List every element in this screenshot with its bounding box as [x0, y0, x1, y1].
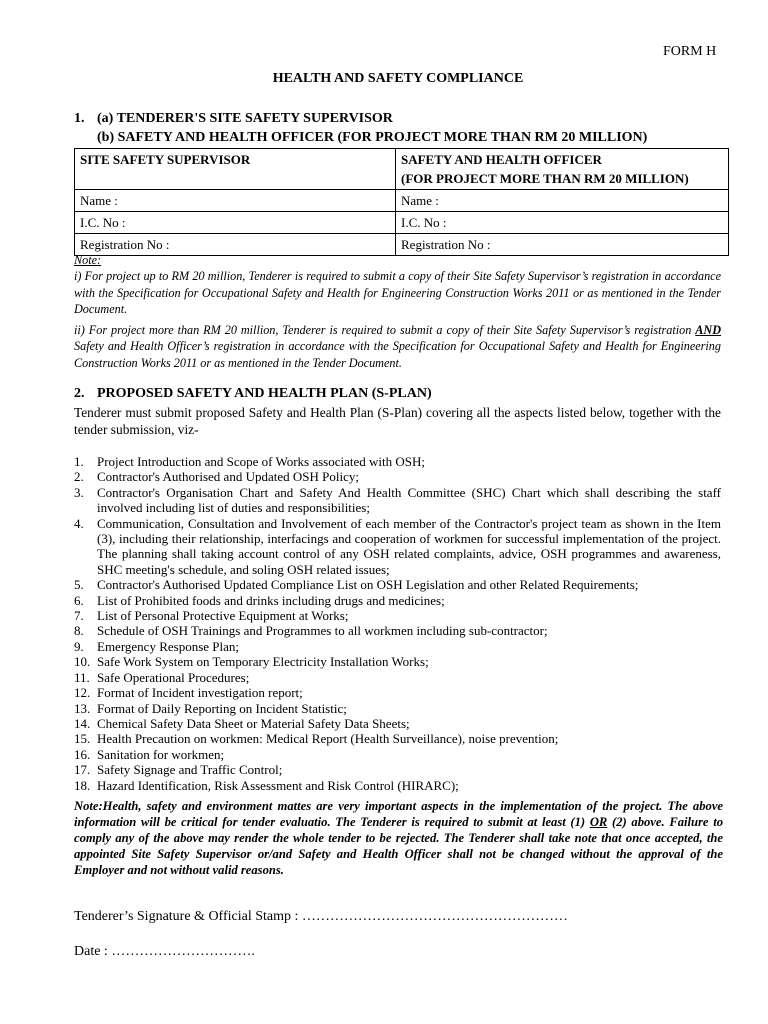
- list-item-text: Safe Operational Procedures;: [97, 669, 250, 685]
- section-2-heading: [74, 386, 432, 402]
- list-item-text: Communication, Consultation and Involvement of each member of the Contractor's project team as shown in the Item (3), including their relationship, interfacings and cooperation of workmen for successful implementation of the project. The planning shall taking account control of any OSH related complaints, advice, OSH programmes and awareness, SHC meeting's schedule, and soling OSH related issues;: [97, 515, 721, 577]
- list-item: [74, 747, 721, 762]
- final-note-text-1: Note:Health, safety and environment mattes are very important aspects in the implementation of the project. The above information will be critical for tender evaluatio. The Tenderer is required to submit at least (1): [74, 799, 723, 829]
- personnel-table: [74, 148, 729, 256]
- splan-item-list: [74, 454, 721, 793]
- list-item-text: Chemical Safety Data Sheet or Material Safety Data Sheets;: [97, 715, 410, 731]
- list-item-number: 11.: [74, 669, 90, 685]
- supervisor-ic-field[interactable]: I.C. No :: [75, 212, 396, 234]
- note-i: i) For project up to RM 20 million, Tenderer is required to submit a copy of their Site Safety Supervisor’s registration in accordance with the Specification for Occupational Safety and Health for Engineering Construction Works 2011 or as mentioned in the Tender Document.: [74, 269, 721, 316]
- list-item-number: 18.: [74, 777, 91, 793]
- section-1-line-a: (a) TENDERER'S SITE SAFETY SUPERVISOR: [97, 111, 393, 126]
- list-item-number: 8.: [74, 623, 84, 639]
- section-1-number: 1.: [74, 111, 85, 126]
- signature-line[interactable]: Tenderer’s Signature & Official Stamp : …………………………………………………: [74, 909, 568, 924]
- list-item-number: 2.: [74, 469, 84, 485]
- officer-ic-field[interactable]: I.C. No :: [396, 212, 729, 234]
- list-item-number: 14.: [74, 715, 91, 731]
- list-item-number: 12.: [74, 685, 91, 701]
- list-item-number: 15.: [74, 731, 91, 747]
- form-label: FORM H: [663, 44, 717, 59]
- list-item-number: 10.: [74, 654, 91, 670]
- list-item-text: Contractor's Authorised Updated Compliance List on OSH Legislation and other Related Requirements;: [97, 577, 639, 593]
- list-item-number: 5.: [74, 577, 84, 593]
- list-item: [74, 639, 721, 654]
- list-item-number: 6.: [74, 592, 84, 608]
- list-item-text: Emergency Response Plan;: [97, 638, 240, 654]
- section-2-number: 2.: [74, 386, 85, 401]
- list-item: [74, 701, 721, 716]
- section-1-notes: [74, 252, 721, 376]
- section-2-intro: Tenderer must submit proposed Safety and Health Plan (S-Plan) covering all the aspects listed below, together with the tender submission, viz-: [74, 405, 721, 437]
- list-item-text: Format of Daily Reporting on Incident Statistic;: [97, 700, 347, 716]
- final-note: [74, 798, 723, 878]
- safety-health-officer-header: [396, 149, 729, 190]
- list-item: [74, 485, 721, 516]
- note-ii: [74, 322, 721, 371]
- list-item-text: Format of Incident investigation report;: [97, 685, 303, 701]
- list-item-text: List of Personal Protective Equipment at Works;: [97, 608, 349, 624]
- personnel-table-header: [75, 149, 729, 190]
- list-item: [74, 469, 721, 484]
- list-item: [74, 670, 721, 685]
- list-item-text: Schedule of OSH Trainings and Programmes to all workmen including sub-contractor;: [97, 623, 548, 639]
- list-item-number: 16.: [74, 746, 91, 762]
- list-item: [74, 685, 721, 700]
- document-title: HEALTH AND SAFETY COMPLIANCE: [272, 71, 524, 86]
- section-2-title: PROPOSED SAFETY AND HEALTH PLAN (S-PLAN): [97, 386, 432, 401]
- section-1-heading: [74, 109, 647, 147]
- final-note-text-2: (2) above. Failure to comply any of the above may render the whole tender to be rejected. The Tenderer shall take note that once accepted, the appointed Site Safety Supervisor or/and Safety and Health Officer shall not be changed without the approval of the Employer and not without valid reasons.: [74, 815, 724, 877]
- list-item-number: 13.: [74, 700, 91, 716]
- list-item-number: 9.: [74, 638, 84, 654]
- officer-registration-field[interactable]: Registration No :: [396, 234, 729, 256]
- list-item-text: Health Precaution on workmen: Medical Report (Health Surveillance), noise prevention;: [97, 731, 559, 747]
- officer-name-field[interactable]: Name :: [396, 190, 729, 212]
- list-item-text: Contractor's Authorised and Updated OSH Policy;: [97, 469, 359, 485]
- supervisor-registration-field[interactable]: Registration No :: [75, 234, 396, 256]
- list-item-number: 1.: [74, 454, 84, 469]
- list-item: [74, 731, 721, 746]
- table-row: [75, 212, 729, 234]
- note-ii-text-1: ii) For project more than RM 20 million, Tenderer is required to submit a copy of their Site Safety Supervisor’s registration: [74, 323, 696, 338]
- list-item-number: 17.: [74, 762, 91, 778]
- list-item: [74, 454, 721, 469]
- list-item: [74, 516, 721, 578]
- list-item-text: Sanitation for workmen;: [97, 746, 225, 762]
- list-item: [74, 608, 721, 623]
- list-item: [74, 716, 721, 731]
- final-note-or: OR: [589, 815, 608, 829]
- table-row: [75, 190, 729, 212]
- list-item: [74, 762, 721, 777]
- list-item-text: Safety Signage and Traffic Control;: [97, 762, 283, 778]
- supervisor-name-field[interactable]: Name :: [75, 190, 396, 212]
- list-item-number: 7.: [74, 608, 84, 624]
- note-ii-and: AND: [695, 323, 721, 338]
- list-item-number: 4.: [74, 515, 84, 531]
- list-item-text: Hazard Identification, Risk Assessment and Risk Control (HIRARC);: [97, 777, 459, 793]
- list-item-text: List of Prohibited foods and drinks including drugs and medicines;: [97, 592, 445, 608]
- safety-health-officer-header-line2: (FOR PROJECT MORE THAN RM 20 MILLION): [401, 171, 689, 186]
- list-item: [74, 623, 721, 638]
- note-title: Note:: [74, 253, 102, 267]
- list-item: [74, 577, 721, 592]
- list-item-text: Safe Work System on Temporary Electricity Installation Works;: [97, 654, 429, 670]
- site-safety-supervisor-header: SITE SAFETY SUPERVISOR: [75, 149, 396, 190]
- list-item: [74, 654, 721, 669]
- list-item-text: Project Introduction and Scope of Works associated with OSH;: [97, 454, 425, 469]
- section-1-line-b: (b) SAFETY AND HEALTH OFFICER (FOR PROJECT MORE THAN RM 20 MILLION): [97, 130, 648, 145]
- list-item-number: 3.: [74, 484, 84, 500]
- safety-health-officer-header-line1: SAFETY AND HEALTH OFFICER: [401, 152, 602, 167]
- list-item-text: Contractor's Organisation Chart and Safety And Health Committee (SHC) Chart which shall describing the staff involved including list of duties and responsibilities;: [97, 484, 721, 516]
- date-line[interactable]: Date : ………………………….: [74, 944, 255, 959]
- list-item: [74, 593, 721, 608]
- list-item: [74, 778, 721, 793]
- note-ii-text-2: Safety and Health Officer’s registration in accordance with the Specification for Occupational Safety and Health for Engineering Construction Works 2011 or as mentioned in the Tender Document.: [74, 339, 721, 370]
